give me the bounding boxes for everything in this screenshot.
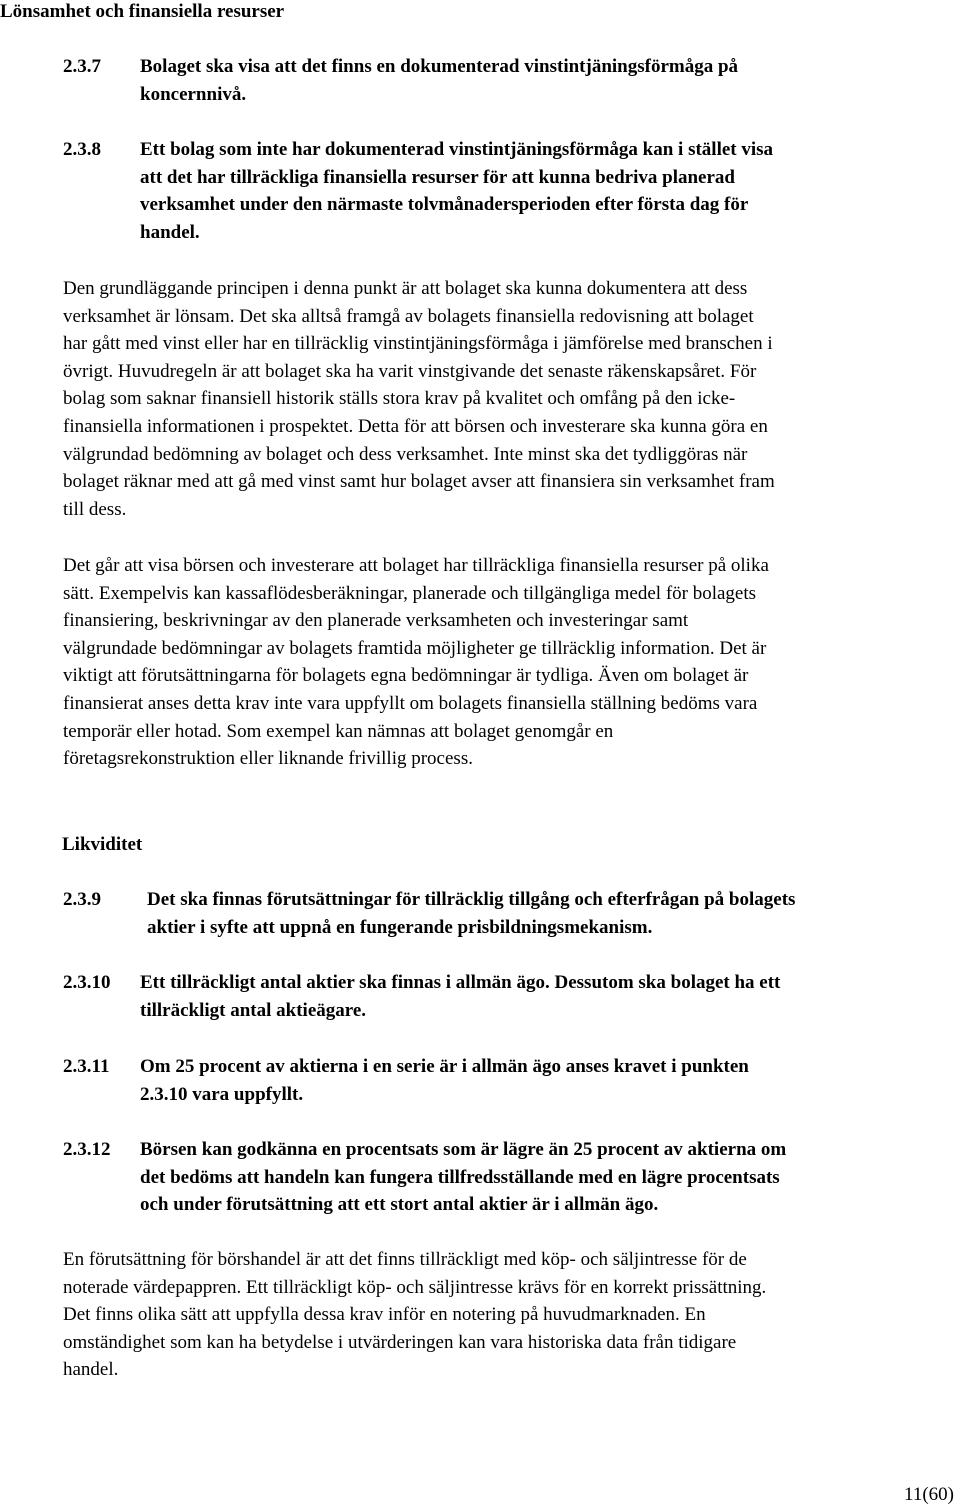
list-item	[63, 1053, 953, 1108]
item-text	[140, 53, 953, 108]
item-number: 2.3.8	[63, 139, 101, 160]
item-text	[140, 136, 953, 246]
text-line: verksamhet under den närmaste tolvmånadersperioden efter första dag för	[140, 194, 749, 216]
text-line: omständighet som kan ha betydelse i utvärderingen kan vara historiska data från tidigare	[63, 1331, 737, 1353]
text-line: företagsrekonstruktion eller liknande frivillig process.	[63, 748, 473, 770]
list-item	[63, 136, 953, 246]
text-line: och under förutsättning att ett stort antal aktier är i allmän ägo.	[140, 1194, 659, 1216]
item-number: 2.3.7	[63, 56, 101, 77]
list-item	[63, 1136, 953, 1219]
text-line: Bolaget ska visa att det finns en dokumenterad vinstintjäningsförmåga på	[140, 56, 739, 77]
item-number: 2.3.11	[63, 1056, 110, 1077]
text-line: Den grundläggande principen i denna punkt är att bolaget ska kunna dokumentera att dess	[63, 278, 748, 299]
page-number: 11(60)	[904, 1484, 954, 1505]
item-text	[140, 1053, 953, 1108]
item-text	[147, 886, 953, 941]
paragraph	[63, 1246, 943, 1384]
text-line: finansiering, beskrivningar av den planerade verksamheten och investeringar samt	[63, 610, 689, 632]
paragraph	[63, 552, 943, 773]
text-line: Ett bolag som inte har dokumenterad vinstintjäningsförmåga kan i stället visa	[140, 139, 774, 160]
text-line: till dess.	[63, 498, 127, 520]
text-line: bolaget räknar med att gå med vinst samt hur bolaget avser att finansiera sin verksamhet fram	[63, 471, 775, 493]
list-item	[63, 53, 953, 108]
text-line: koncernnivå.	[140, 83, 247, 105]
text-line: att det har tillräckliga finansiella resurser för att kunna bedriva planerad	[140, 166, 735, 188]
text-line: Ett tillräckligt antal aktier ska finnas i allmän ägo. Dessutom ska bolaget ha ett	[140, 972, 781, 993]
text-line: Det finns olika sätt att uppfylla dessa krav inför en notering på huvudmarknaden. En	[63, 1304, 706, 1326]
text-line: Det ska finnas förutsättningar för tillräcklig tillgång och efterfrågan på bolagets	[147, 889, 796, 910]
item-text	[140, 969, 953, 1024]
text-line: verksamhet är lönsam. Det ska alltså framgå av bolagets finansiella redovisning att bolaget	[63, 305, 754, 327]
text-line: det bedöms att handeln kan fungera tillfredsställande med en lägre procentsats	[140, 1166, 780, 1188]
text-line: handel.	[63, 1359, 119, 1381]
text-line: noterade värdepappren. Ett tillräckligt köp- och säljintresse krävs för en korrekt prissättning.	[63, 1276, 767, 1298]
text-line: övrigt. Huvudregeln är att bolaget ska ha varit vinstgivande det senaste räkenskapsåret. För	[63, 360, 757, 382]
text-line: aktier i syfte att uppnå en fungerande prisbildningsmekanism.	[147, 916, 653, 938]
text-line: sätt. Exempelvis kan kassaflödesberäkningar, planerade och tillgängliga medel för bolagets	[63, 582, 757, 604]
text-line: Om 25 procent av aktierna i en serie är i allmän ägo anses kravet i punkten	[140, 1056, 749, 1077]
text-line: temporär eller hotad. Som exempel kan nämnas att bolaget genomgår en	[63, 720, 614, 742]
section-heading: Likviditet	[62, 834, 143, 855]
text-line: Börsen kan godkänna en procentsats som är lägre än 25 procent av aktierna om	[140, 1139, 787, 1160]
page-heading: Lönsamhet och finansiella resurser	[0, 1, 285, 22]
item-number: 2.3.10	[63, 972, 111, 993]
text-line: En förutsättning för börshandel är att det finns tillräckligt med köp- och säljintresse för de	[63, 1249, 747, 1270]
paragraph	[63, 275, 943, 523]
text-line: tillräckligt antal aktieägare.	[140, 999, 367, 1021]
text-line: finansiella informationen i prospektet. Detta för att börsen och investerare ska kunna göra en	[63, 415, 768, 437]
text-line: viktigt att förutsättningarna för bolagets egna bedömningar är tydliga. Även om bolaget är	[63, 665, 749, 687]
text-line: finansierat anses detta krav inte vara uppfyllt om bolagets finansiella ställning bedöms vara	[63, 692, 758, 714]
text-line: har gått med vinst eller har en tillräcklig vinstintjäningsförmåga i jämförelse med branschen i	[63, 333, 773, 355]
list-item	[63, 969, 953, 1024]
item-number: 2.3.9	[63, 889, 101, 910]
text-line: Det går att visa börsen och investerare att bolaget har tillräckliga finansiella resurser på olika	[63, 555, 769, 576]
list-item	[63, 886, 953, 941]
text-line: bolag som saknar finansiell historik ställs stora krav på kvalitet och omfång på den icke-	[63, 388, 736, 410]
item-number: 2.3.12	[63, 1139, 111, 1160]
item-text	[140, 1136, 953, 1219]
text-line: 2.3.10 vara uppfyllt.	[140, 1083, 304, 1105]
text-line: välgrundade bedömningar av bolagets framtida möjligheter ge tillräcklig information. Det är	[63, 637, 767, 659]
text-line: handel.	[140, 221, 200, 243]
text-line: välgrundad bedömning av bolaget och dess verksamhet. Inte minst ska det tydliggöras när	[63, 443, 748, 465]
